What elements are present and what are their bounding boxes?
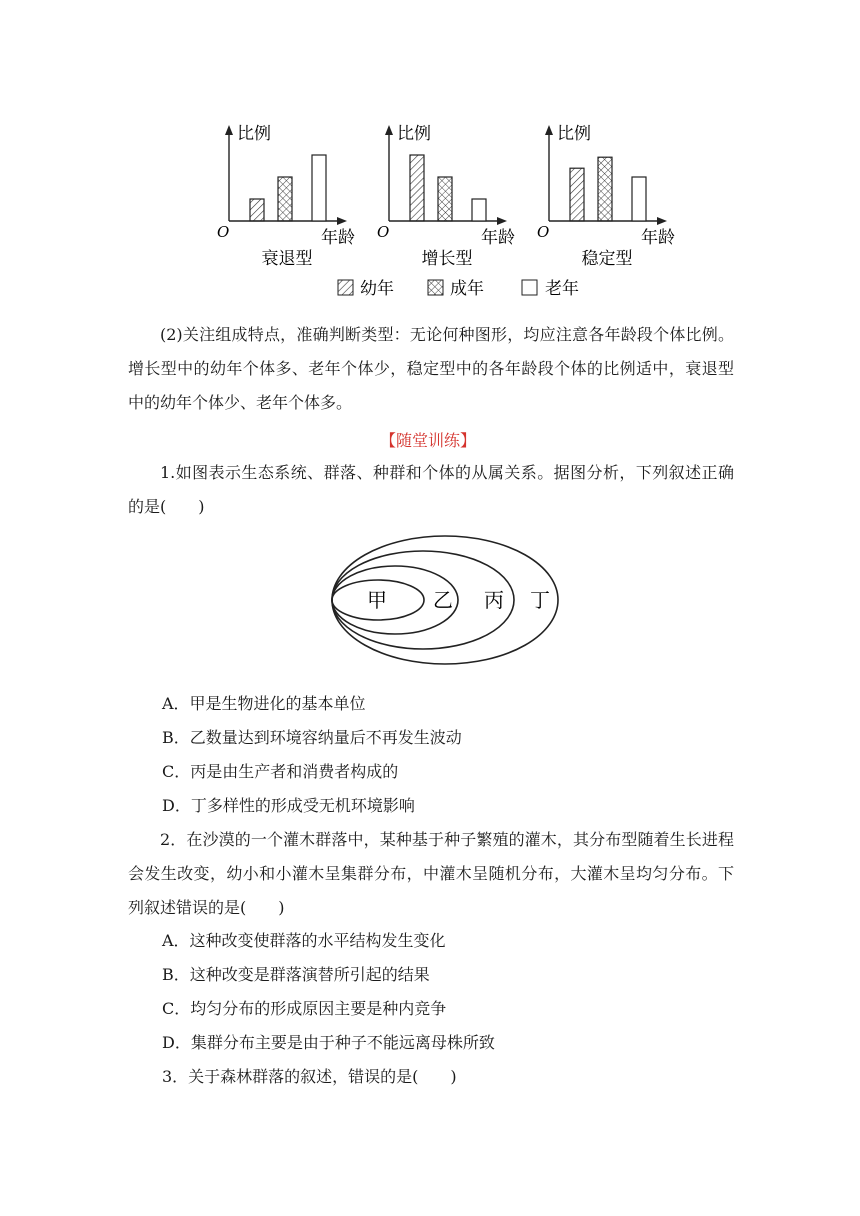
- legend-swatch-adult: [428, 280, 443, 295]
- bar-old: [632, 177, 646, 221]
- x-axis-arrow-icon: [497, 217, 507, 225]
- bar-youth: [410, 155, 424, 221]
- origin-label: O: [217, 223, 230, 241]
- x-axis-label: 年龄: [321, 228, 355, 248]
- bar-adult: [598, 157, 612, 221]
- y-axis-arrow-icon: [225, 125, 233, 135]
- q1-option-a: A．甲是生物进化的基本单位: [162, 694, 366, 713]
- x-axis-arrow-icon: [657, 217, 667, 225]
- x-axis-arrow-icon: [337, 217, 347, 225]
- x-axis-label: 年龄: [481, 228, 515, 248]
- bar-old: [312, 155, 326, 221]
- origin-label: O: [377, 223, 390, 241]
- age-structure-figure: [0, 0, 860, 310]
- bar-old: [472, 199, 486, 221]
- y-axis-arrow-icon: [545, 125, 553, 135]
- section-title: 【随堂训练】: [380, 431, 477, 450]
- bar-youth: [570, 168, 584, 221]
- chart-title: 增长型: [421, 249, 473, 269]
- legend-label-adult: 成年: [450, 279, 484, 299]
- y-axis-label: 比例: [237, 124, 271, 144]
- bar-youth: [250, 199, 264, 221]
- q1-option-b: B．乙数量达到环境容纳量后不再发生波动: [162, 728, 462, 747]
- age-chart-3: [537, 124, 675, 269]
- x-axis-label: 年龄: [641, 228, 675, 248]
- origin-label: O: [537, 223, 550, 241]
- q1-option-d: D．丁多样性的形成受无机环境影响: [162, 796, 415, 815]
- label-ding: 丁: [530, 588, 550, 612]
- legend-swatch-old: [522, 280, 537, 295]
- label-yi: 乙: [433, 588, 453, 612]
- q2-option-c: C．均匀分布的形成原因主要是种内竞争: [162, 999, 447, 1018]
- y-axis-label: 比例: [557, 124, 591, 144]
- chart-title: 稳定型: [581, 249, 633, 269]
- age-chart-1: [217, 124, 355, 269]
- y-axis-arrow-icon: [385, 125, 393, 135]
- chart-legend: [338, 278, 579, 299]
- q1-stem: 1.如图表示生态系统、群落、种群和个体的从属关系。据图分析，下列叙述正确的是( ): [128, 463, 734, 516]
- nested-ellipse-diagram: [0, 530, 860, 690]
- legend-label-old: 老年: [545, 279, 579, 299]
- q2-option-a: A．这种改变使群落的水平结构发生变化: [162, 931, 446, 950]
- y-axis-label: 比例: [397, 124, 431, 144]
- label-bing: 丙: [484, 588, 504, 612]
- legend-label-youth: 幼年: [360, 279, 394, 299]
- label-jia: 甲: [367, 588, 387, 612]
- q2-stem: 2．在沙漠的一个灌木群落中，某种基于种子繁殖的灌木，其分布型随着生长进程会发生改变，幼小和小灌木呈集群分布，中灌木呈随机分布，大灌木呈均匀分布。下列叙述错误的是( ): [128, 830, 734, 917]
- age-chart-2: [377, 124, 515, 269]
- bar-adult: [438, 177, 452, 221]
- q2-option-d: D．集群分布主要是由于种子不能远离母株所致: [162, 1033, 495, 1052]
- chart-title: 衰退型: [261, 249, 313, 269]
- legend-swatch-youth: [338, 280, 353, 295]
- q1-option-c: C．丙是由生产者和消费者构成的: [162, 762, 399, 781]
- q3-stem: 3．关于森林群落的叙述，错误的是( ): [162, 1067, 457, 1086]
- paragraph-age-types: (2)关注组成特点，准确判断类型：无论何种图形，均应注意各年龄段个体比例。增长型中的幼年个体多、老年个体少，稳定型中的各年龄段个体的比例适中，衰退型中的幼年个体少、老年个体多。: [128, 325, 734, 412]
- bar-adult: [278, 177, 292, 221]
- q2-option-b: B．这种改变是群落演替所引起的结果: [162, 965, 430, 984]
